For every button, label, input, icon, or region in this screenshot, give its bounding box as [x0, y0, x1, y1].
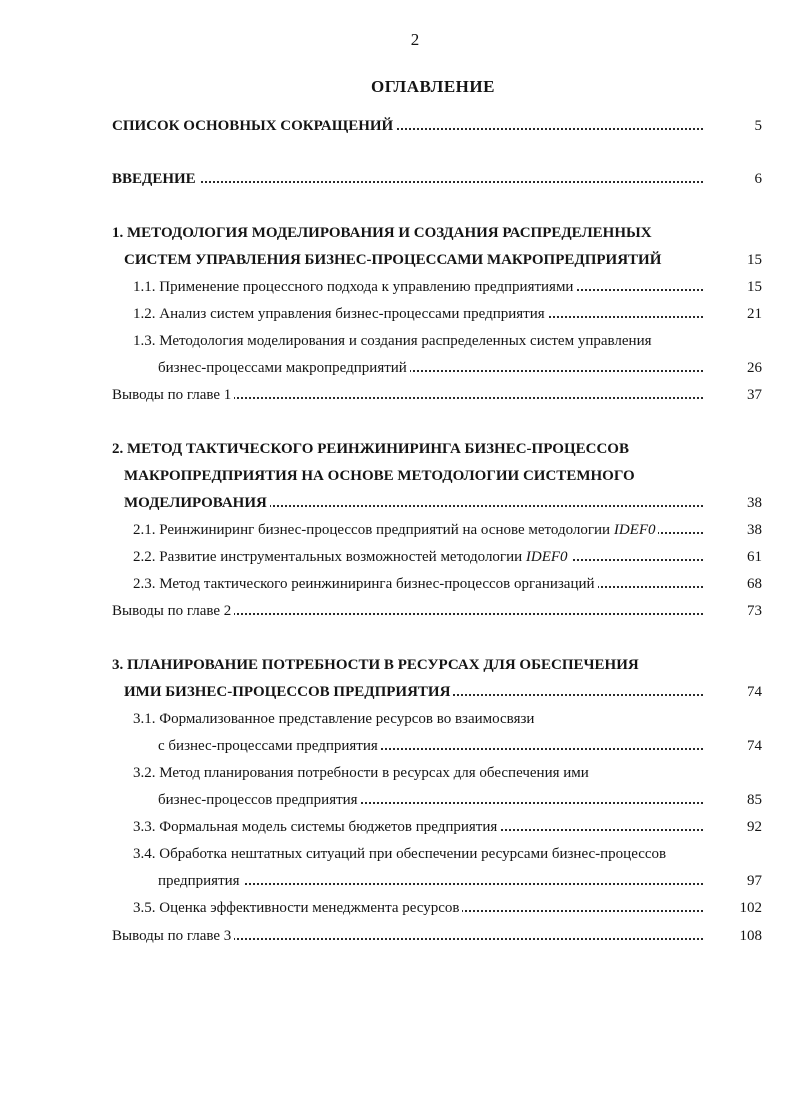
toc-entry-text: 3. ПЛАНИРОВАНИЕ ПОТРЕБНОСТИ В РЕСУРСАХ ДЛЯ ОБЕСПЕЧЕНИЯ — [112, 653, 642, 677]
toc-entry-text: 2.2. Развитие инструментальных возможностей методологии IDEF0 — [133, 545, 571, 569]
toc-entry-text: 3.2. Метод планирования потребности в ресурсах для обеспечения ими — [133, 761, 592, 785]
toc-entry-abbreviations[interactable] — [0, 114, 796, 138]
toc-entry-page: 85 — [722, 788, 762, 812]
toc-entry-text: 1.3. Методология моделирования и создания распределенных систем управления — [133, 329, 655, 353]
page-number: 2 — [410, 30, 420, 49]
toc-entry-2-3[interactable] — [0, 572, 796, 596]
toc-entry-conclusions-3[interactable] — [0, 924, 796, 948]
toc-entry-page: 74 — [722, 734, 762, 758]
toc-entry-chapter-2[interactable] — [0, 437, 796, 461]
toc-entry-page: 38 — [722, 491, 762, 515]
toc-entry-page: 37 — [722, 383, 762, 407]
toc-entry-page: 61 — [722, 545, 762, 569]
toc-entry-1-2[interactable] — [0, 302, 796, 326]
toc-entry-conclusions-2[interactable] — [0, 599, 796, 623]
toc-entry-3-2[interactable] — [0, 761, 796, 785]
toc-entry-text: МОДЕЛИРОВАНИЯ — [124, 491, 270, 515]
toc-entry-text: 3.5. Оценка эффективности менеджмента ресурсов — [133, 896, 462, 920]
toc-entry-text: 2. МЕТОД ТАКТИЧЕСКОГО РЕИНЖИНИРИНГА БИЗНЕС-ПРОЦЕССОВ — [112, 437, 632, 461]
toc-entry-page: 97 — [722, 869, 762, 893]
toc-entry-1-1[interactable] — [0, 275, 796, 299]
toc-entry-text: 1. МЕТОДОЛОГИЯ МОДЕЛИРОВАНИЯ И СОЗДАНИЯ РАСПРЕДЕЛЕННЫХ — [112, 221, 655, 245]
toc-entry-text: 2.3. Метод тактического реинжиниринга бизнес-процессов организаций — [133, 572, 598, 596]
toc-title: ОГЛАВЛЕНИЕ — [371, 77, 495, 96]
toc-entry-page: 6 — [722, 167, 762, 191]
toc-entry-chapter-1-cont[interactable] — [0, 248, 796, 272]
toc-entry-text: бизнес-процессов предприятия — [158, 788, 361, 812]
toc-entry-1-3-cont[interactable] — [0, 356, 796, 380]
toc-entry-3-2-cont[interactable] — [0, 788, 796, 812]
toc-entry-text: Выводы по главе 3 — [112, 924, 234, 948]
toc-entry-page: 15 — [722, 275, 762, 299]
toc-entry-3-4-cont[interactable] — [0, 869, 796, 893]
toc-entry-page: 26 — [722, 356, 762, 380]
toc-entry-text: 2.1. Реинжиниринг бизнес-процессов предприятий на основе методологии IDEF0 — [133, 518, 658, 542]
toc-entry-chapter-2-cont[interactable] — [0, 464, 796, 488]
toc-entry-text: 3.3. Формальная модель системы бюджетов предприятия — [133, 815, 500, 839]
toc-entry-2-2[interactable] — [0, 545, 796, 569]
toc-entry-text: бизнес-процессами макропредприятий — [158, 356, 410, 380]
toc-entry-text: Выводы по главе 1 — [112, 383, 234, 407]
toc-entry-text: МАКРОПРЕДПРИЯТИЯ НА ОСНОВЕ МЕТОДОЛОГИИ СИСТЕМНОГО — [124, 464, 638, 488]
toc-entry-text: СИСТЕМ УПРАВЛЕНИЯ БИЗНЕС-ПРОЦЕССАМИ МАКРОПРЕДПРИЯТИЙ — [124, 248, 664, 272]
toc-entry-conclusions-1[interactable] — [0, 383, 796, 407]
toc-entry-page: 21 — [722, 302, 762, 326]
toc-entry-3-3[interactable] — [0, 815, 796, 839]
toc-entry-text: предприятия — [158, 869, 243, 893]
toc-entry-page: 108 — [722, 924, 762, 948]
toc-entry-text: 3.1. Формализованное представление ресурсов во взаимосвязи — [133, 707, 537, 731]
toc-entry-chapter-3-cont[interactable] — [0, 680, 796, 704]
toc-entry-introduction[interactable] — [0, 167, 796, 191]
toc-entry-text: 1.1. Применение процессного подхода к управлению предприятиями — [133, 275, 576, 299]
toc-entry-page: 73 — [722, 599, 762, 623]
toc-entry-page: 15 — [722, 248, 762, 272]
toc-entry-text: Выводы по главе 2 — [112, 599, 234, 623]
toc-entry-text: ИМИ БИЗНЕС-ПРОЦЕССОВ ПРЕДПРИЯТИЯ — [124, 680, 453, 704]
toc-entry-page: 38 — [722, 518, 762, 542]
toc-entry-chapter-2-cont-2[interactable] — [0, 491, 796, 515]
toc-entry-3-4[interactable] — [0, 842, 796, 866]
toc-entry-3-5[interactable] — [0, 896, 796, 920]
toc-entry-text: ВВЕДЕНИЕ — [112, 167, 199, 191]
toc-entry-chapter-1[interactable] — [0, 221, 796, 245]
dot-leader — [112, 181, 703, 183]
toc-entry-page: 102 — [722, 896, 762, 920]
toc-entry-3-1-cont[interactable] — [0, 734, 796, 758]
toc-entry-page: 68 — [722, 572, 762, 596]
toc-entry-text: с бизнес-процессами предприятия — [158, 734, 381, 758]
toc-entry-page: 74 — [722, 680, 762, 704]
toc-entry-text: 1.2. Анализ систем управления бизнес-процессами предприятия — [133, 302, 548, 326]
toc-entry-page: 5 — [722, 114, 762, 138]
toc-entry-text: 3.4. Обработка нештатных ситуаций при обеспечении ресурсами бизнес-процессов — [133, 842, 669, 866]
toc-entry-3-1[interactable] — [0, 707, 796, 731]
toc-entry-chapter-3[interactable] — [0, 653, 796, 677]
toc-entry-2-1[interactable] — [0, 518, 796, 542]
toc-entry-1-3[interactable] — [0, 329, 796, 353]
toc-entry-text: СПИСОК ОСНОВНЫХ СОКРАЩЕНИЙ — [112, 114, 396, 138]
toc-entry-page: 92 — [722, 815, 762, 839]
